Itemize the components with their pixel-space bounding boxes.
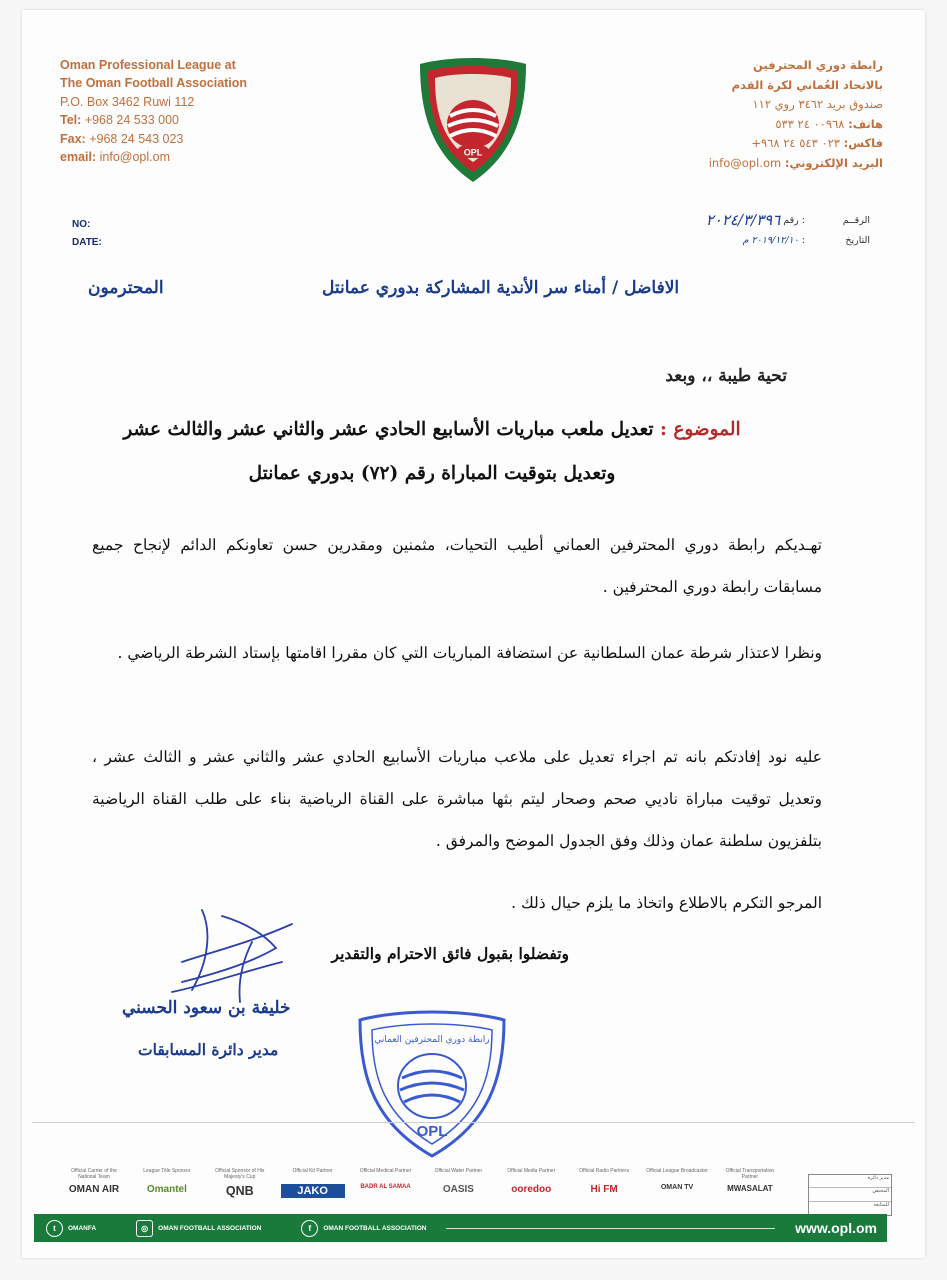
reference-meta-arabic [670,210,870,250]
ref-date-value: ٢٠١٩/١٢/١٠ م [742,234,799,246]
org-name-ar-line2: بالاتحاد العُماني لكرة القدم [731,77,883,92]
handwritten-signature [142,902,312,1012]
sponsor-strip [62,1168,782,1208]
instagram-link[interactable]: ◎ OMAN FOOTBALL ASSOCIATION [136,1220,261,1237]
date-label: DATE: [72,237,102,248]
addressee-line: الافاضل / أمناء سر الأندية المشاركة بدوري عمانتل [322,278,680,298]
routing-box: مدير دائرة المختص للمتابعة [808,1174,892,1216]
body-paragraph-2: ونظرا لاعتذار شرطة عمان السلطانية عن استضافة المباريات التي كان مقررا اقامتها بإستاد الشرطة الرياضي . [117,644,822,662]
addressee-honorific: المحترمون [88,278,164,298]
sponsor-8: Official Radio Partners Hi FM [579,1168,630,1195]
sponsor-4: Official Kit Partner JAKO [281,1168,345,1208]
org-name-ar-line1: رابطة دوري المحترفين [753,58,883,72]
official-stamp [338,1006,526,1162]
website-link[interactable]: www.opl.om [795,1220,877,1236]
sponsor-5: Official Medical Partner BADR AL SAMAA [359,1168,412,1190]
facebook-link[interactable]: f OMAN FOOTBALL ASSOCIATION [301,1220,426,1237]
ref-number-row: الرقــم : رقم ٢٠٢٤/٣/٣٩٦ [705,211,870,229]
facebook-icon: f [301,1220,318,1237]
svg-text:OPL: OPL [463,147,483,158]
footer-bar [34,1214,887,1242]
body-paragraph-3: عليه نود إفادتكم بانه تم اجراء تعديل على ملاعب مباريات الأسابيع الحادي عشر والثاني عشر و الثالث عشر ، وتعديل توقيت مباراة ناديي صحم وصحار ليتم بثها مباشرة على القناة الرياضية بناء على طلب القناة الرياضية بتلفزيون سلطنة عمان وذلك وفق الجدول الموضح والمرفق . [92,748,822,850]
svg-text:رابطة دوري المحترفين العماني: رابطة دوري المحترفين العماني [374,1035,490,1045]
email-line: email: info@opl.om [60,150,170,165]
po-box: P.O. Box 3462 Ruwi 112 [60,94,195,109]
header-address-english [60,56,247,166]
sponsor-10: Official Transportation Partner MWASALAT [725,1168,775,1193]
subject-block [82,408,782,496]
signatory-name: خليفة بن سعود الحسني [122,998,291,1018]
reference-meta-english [72,216,102,252]
sponsor-7: Official Media Partner ooredoo [507,1168,556,1195]
twitter-link[interactable]: t OMANFA [46,1220,96,1237]
header-address-arabic [709,56,883,173]
ref-date-row: التاريخ : ٢٠١٩/١٢/١٠ م [742,234,870,246]
twitter-icon: t [46,1220,63,1237]
sponsor-3: Official Sponsor of His Majesty's Cup QNB [215,1168,265,1198]
sponsor-1: Official Carrier of the National Team OMAN AIR [68,1168,120,1195]
fax-line: Fax: +968 24 543 023 [60,131,184,146]
body-paragraph-4: المرجو التكرم بالاطلاع واتخاذ ما يلزم حيال ذلك . [511,894,822,912]
sponsor-6: Official Water Partner OASIS [434,1168,483,1195]
org-name-line2: The Oman Football Association [60,76,248,91]
no-label: NO: [72,219,91,230]
svg-text:OPL: OPL [416,1123,448,1140]
closing-line: وتفضلوا بقبول فائق الاحترام والتقدير [331,944,569,963]
footer-rule [446,1228,775,1229]
ref-number-value: ٢٠٢٤/٣/٣٩٦ [705,211,781,229]
subject-line1: الموضوع : تعديل ملعب مباريات الأسابيع الحادي عشر والثاني عشر والثالث عشر [123,419,741,440]
fax-line-ar: فاكس: ٠٢٣ ٥٤٣ ٢٤ ٩٦٨+ [751,136,883,150]
signatory-title: مدير دائرة المسابقات [138,1040,279,1059]
instagram-icon: ◎ [136,1220,153,1237]
opl-logo [414,54,532,186]
org-name-line1: Oman Professional League at [60,58,236,72]
subject-line2: وتعديل بتوقيت المباراة رقم (٧٢) بدوري عمانتل [248,463,616,484]
sponsor-9: Official League Broadcaster OMAN TV [646,1168,708,1191]
sponsor-2: League Title Sponsor Omantel [143,1168,191,1195]
email-line-ar: البريد الإلكتروني: info@opl.om [708,155,883,170]
footer-divider [32,1122,915,1123]
subject-label: الموضوع : [660,419,741,440]
letter-page [22,10,925,1258]
greeting: تحية طيبة ،، وبعد [665,366,787,386]
body-paragraph-1: تهـديكم رابطة دوري المحترفين العماني أطيب التحيات، مثمنين ومقدرين حسن تعاونكم الدائم لإنجاح جميع مسابقات رابطة دوري المحترفين . [92,536,822,596]
phone-line: Tel: +968 24 533 000 [60,113,179,128]
phone-line-ar: هاتف: ٠٠٩٦٨ ٢٤ ٥٣٣ [775,116,883,131]
po-box-ar: صندوق بريد ٣٤٦٢ روي ١١٢ [752,97,883,111]
